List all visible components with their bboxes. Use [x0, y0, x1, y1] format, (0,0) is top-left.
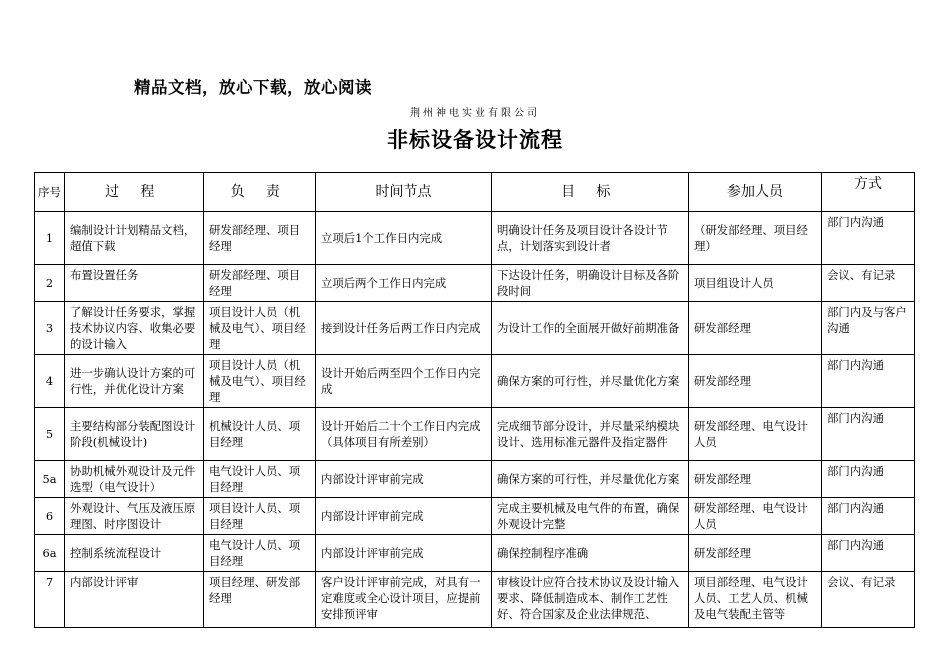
cell-participants: 项目部经理、电气设计人员、工艺人员、机械及电气装配主管等 [689, 572, 822, 628]
cell-seq: 5a [35, 461, 65, 498]
cell-seq: 1 [35, 212, 65, 265]
cell-goal: 完成细节部分设计，并尽量采纳模块设计、选用标准元器件及指定器件 [492, 408, 689, 461]
cell-goal: 下达设计任务，明确设计目标及各阶段时间 [492, 265, 689, 302]
cell-time: 内部设计评审前完成 [316, 498, 492, 535]
table-row [35, 355, 915, 408]
cell-method: 会议、有记录 [822, 265, 915, 302]
cell-process: 编制设计计划精品文档，超值下载 [65, 212, 204, 265]
cell-owner: 研发部经理、项目经理 [204, 265, 316, 302]
cell-goal: 为设计工作的全面展开做好前期准备 [492, 302, 689, 355]
cell-owner: 机械设计人员、项目经理 [204, 408, 316, 461]
cell-participants: 研发部经理、电气设计人员 [689, 498, 822, 535]
company-name: 荆州神电实业有限公司 [410, 108, 540, 119]
cell-participants: 项目组设计人员 [689, 265, 822, 302]
header-time: 时间节点 [316, 173, 492, 212]
cell-method: 会议、有记录 [822, 572, 915, 628]
cell-time: 设计开始后二十个工作日内完成（具体项目有所差别） [316, 408, 492, 461]
cell-seq: 2 [35, 265, 65, 302]
table-header-row [35, 173, 915, 212]
cell-process: 布置设置任务 [65, 265, 204, 302]
cell-method: 部门内沟通 [822, 535, 915, 572]
cell-participants: 研发部经理 [689, 461, 822, 498]
cell-time: 接到设计任务后两工作日内完成 [316, 302, 492, 355]
process-table [34, 172, 915, 628]
cell-time: 设计开始后两至四个工作日内完成 [316, 355, 492, 408]
cell-seq: 7 [35, 572, 65, 628]
table-row [35, 535, 915, 572]
cell-process: 控制系统流程设计 [65, 535, 204, 572]
table-row [35, 572, 915, 628]
cell-seq: 5 [35, 408, 65, 461]
cell-owner: 项目经理、研发部经理 [204, 572, 316, 628]
cell-owner: 项目设计人员（机械及电气）、项目经理 [204, 355, 316, 408]
cell-goal: 确保方案的可行性，并尽量优化方案 [492, 355, 689, 408]
table-row [35, 498, 915, 535]
table-row [35, 302, 915, 355]
cell-method: 部门内及与客户沟通 [822, 302, 915, 355]
cell-goal: 确保方案的可行性，并尽量优化方案 [492, 461, 689, 498]
cell-time: 内部设计评审前完成 [316, 461, 492, 498]
cell-method: 部门内沟通 [822, 461, 915, 498]
cell-method: 部门内沟通 [822, 408, 915, 461]
cell-process: 主要结构部分装配图设计阶段(机械设计) [65, 408, 204, 461]
cell-seq: 6 [35, 498, 65, 535]
header-method: 方式 [822, 173, 915, 212]
cell-time: 立项后1个工作日内完成 [316, 212, 492, 265]
cell-owner: 研发部经理、项目经理 [204, 212, 316, 265]
cell-participants: 研发部经理、电气设计人员 [689, 408, 822, 461]
cell-goal: 完成主要机械及电气件的布置，确保外观设计完整 [492, 498, 689, 535]
cell-process: 协助机械外观设计及元件选型（电气设计） [65, 461, 204, 498]
cell-participants: （研发部经理、项目经理） [689, 212, 822, 265]
cell-method: 部门内沟通 [822, 212, 915, 265]
document-title: 非标设备设计流程 [387, 128, 563, 152]
cell-participants: 研发部经理 [689, 355, 822, 408]
cell-seq: 4 [35, 355, 65, 408]
cell-time: 内部设计评审前完成 [316, 535, 492, 572]
table-row [35, 265, 915, 302]
cell-method: 部门内沟通 [822, 498, 915, 535]
header-seq: 序号 [35, 173, 65, 212]
cell-process: 进一步确认设计方案的可行性，并优化设计方案 [65, 355, 204, 408]
cell-participants: 研发部经理 [689, 302, 822, 355]
header-owner: 负 责 [204, 173, 316, 212]
table-row [35, 212, 915, 265]
cell-process: 外观设计、气压及液压原理图、时序图设计 [65, 498, 204, 535]
cell-participants: 研发部经理 [689, 535, 822, 572]
cell-goal: 审核设计应符合技术协议及设计输入要求、降低制造成本、制作工艺性好、符合国家及企业法律规范、 [492, 572, 689, 628]
cell-goal: 确保控制程序准确 [492, 535, 689, 572]
header-process: 过 程 [65, 173, 204, 212]
cell-time: 客户设计评审前完成，对具有一定难度或全心设计项目，应提前安排预评审 [316, 572, 492, 628]
header-participants: 参加人员 [689, 173, 822, 212]
table-row [35, 408, 915, 461]
cell-seq: 6a [35, 535, 65, 572]
header-goal: 目 标 [492, 173, 689, 212]
cell-method: 部门内沟通 [822, 355, 915, 408]
cell-seq: 3 [35, 302, 65, 355]
cell-goal: 明确设计任务及项目设计各设计节点，计划落实到设计者 [492, 212, 689, 265]
cell-owner: 项目设计人员（机械及电气）、项目经理 [204, 302, 316, 355]
cell-owner: 项目设计人员、项目经理 [204, 498, 316, 535]
cell-owner: 电气设计人员、项目经理 [204, 535, 316, 572]
cell-time: 立项后两个工作日内完成 [316, 265, 492, 302]
cell-process: 了解设计任务要求，掌握技术协议内容、收集必要的设计输入 [65, 302, 204, 355]
promo-banner: 精品文档，放心下载，放心阅读 [134, 78, 372, 97]
cell-process: 内部设计评审 [65, 572, 204, 628]
cell-owner: 电气设计人员、项目经理 [204, 461, 316, 498]
table-row [35, 461, 915, 498]
